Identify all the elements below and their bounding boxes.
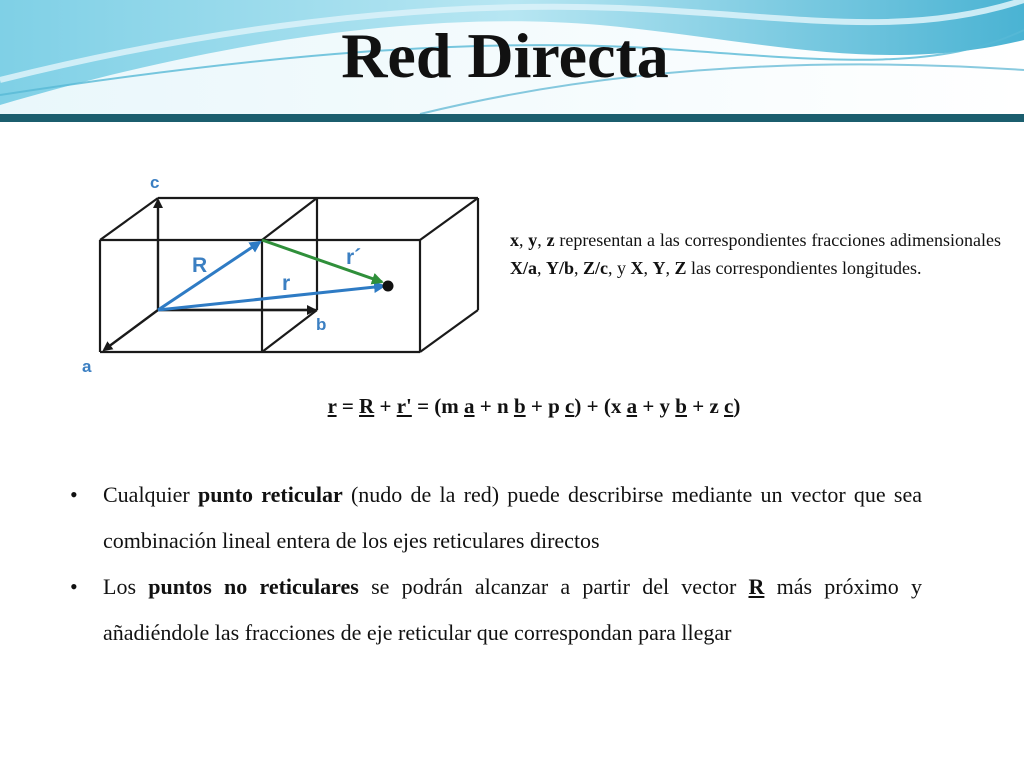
r-prime-vector (262, 240, 382, 282)
r-vector (158, 286, 384, 310)
axis-a-vector (104, 310, 158, 350)
label-c: c (150, 173, 160, 192)
lattice-edge (100, 198, 158, 240)
bullet-item: • Los puntos no reticulares se podrán alcanzar a partir del vector R más próximo y añadiéndole las fracciones de eje reticular que correspondan para llegar (70, 564, 922, 656)
note-length: Y (652, 258, 666, 278)
lattice-edge (420, 198, 478, 240)
note-fraction: X/a (510, 258, 537, 278)
note-fraction: Y/b (546, 258, 575, 278)
lattice-edge (262, 310, 317, 352)
lattice-edge (420, 310, 478, 352)
bullet-item: • Cualquier punto reticular (nudo de la red) puede describirse mediante un vector que sea combinación lineal entera de los ejes reticulares directos (70, 472, 922, 564)
note-length: Z (674, 258, 687, 278)
slide-title: Red Directa (341, 20, 669, 91)
label-a: a (82, 357, 92, 376)
header-divider (0, 114, 1024, 122)
lattice-target-point (383, 281, 394, 292)
bullet-marker: • (70, 574, 78, 599)
bullet-marker: • (70, 482, 78, 507)
lattice-edge (262, 198, 317, 240)
note-var: y (528, 230, 538, 250)
label-R: R (192, 254, 208, 277)
bullet-list (70, 472, 922, 656)
vector-formula: r = R + r' = (m a + n b + p c) + (x a + y b + z c) (327, 394, 741, 418)
lattice-diagram (70, 160, 490, 385)
note-var: x (510, 230, 519, 250)
note-fraction: Z/c (583, 258, 609, 278)
fractions-note: x, y, z representan a las correspondientes fracciones adimensionales X/a, Y/b, Z/c, y X, Y, Z las correspondientes longitudes. (510, 230, 1002, 278)
label-b: b (316, 315, 327, 334)
note-var: z (546, 230, 555, 250)
label-r: r (282, 272, 291, 295)
label-r-prime: r´ (346, 246, 362, 269)
note-length: X (630, 258, 644, 278)
